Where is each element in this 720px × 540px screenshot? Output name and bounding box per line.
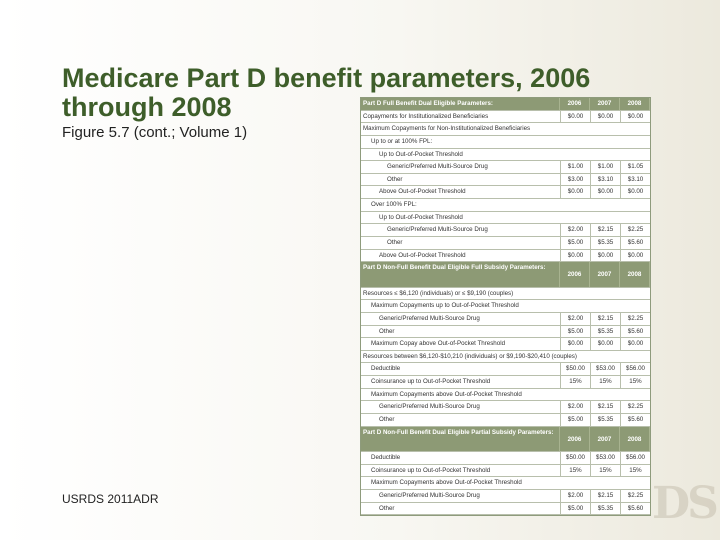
- row-value: 2007: [590, 427, 620, 451]
- row-value: $0.00: [591, 338, 621, 350]
- row-label: Generic/Preferred Multi-Source Drug: [361, 224, 561, 236]
- row-label: Generic/Preferred Multi-Source Drug: [361, 401, 561, 413]
- table-row: [361, 300, 650, 313]
- row-label: Maximum Copayments for Non-Institutionalized Beneficiaries: [363, 125, 531, 133]
- row-value: $2.25: [627, 403, 644, 411]
- row-value: 15%: [561, 465, 591, 477]
- row-label: Maximum Copayments above Out-of-Pocket Threshold: [371, 390, 522, 398]
- row-value: $50.00: [561, 363, 591, 375]
- table-row: [361, 490, 650, 503]
- row-value: $5.60: [627, 416, 644, 424]
- row-label: Deductible: [361, 363, 561, 375]
- row-label: Maximum Copayments up to Out-of-Pocket Threshold: [371, 302, 519, 310]
- table-row: [361, 363, 650, 376]
- row-value: $0.00: [561, 186, 591, 198]
- row-value: 2006: [560, 427, 590, 451]
- row-value: $0.00: [591, 111, 621, 123]
- row-value: $5.35: [591, 414, 621, 426]
- row-label: Other: [361, 326, 561, 338]
- row-value: $1.00: [561, 161, 591, 173]
- table-row: [361, 465, 650, 478]
- row-value: 15%: [591, 465, 621, 477]
- table-row: [361, 326, 650, 339]
- table-row: [361, 452, 650, 465]
- table-section-header: [361, 427, 650, 452]
- row-value: $5.00: [561, 326, 591, 338]
- table-row: [361, 477, 650, 490]
- row-value: 15%: [629, 466, 642, 474]
- table-row: [361, 186, 650, 199]
- table-row: [361, 351, 650, 364]
- row-value: $0.00: [561, 250, 591, 262]
- row-label: Other: [361, 174, 561, 186]
- table-row: [361, 389, 650, 402]
- row-value: $2.00: [561, 313, 591, 325]
- row-value: $56.00: [626, 453, 645, 461]
- row-label: Maximum Copay above Out-of-Pocket Threshold: [361, 338, 561, 350]
- row-label: Other: [361, 503, 561, 515]
- row-label: Other: [361, 414, 561, 426]
- row-value: $5.60: [627, 327, 644, 335]
- table-row: [361, 174, 650, 187]
- row-value: $2.15: [591, 313, 621, 325]
- row-label: Generic/Preferred Multi-Source Drug: [361, 161, 561, 173]
- row-value: 2008: [620, 98, 650, 110]
- row-label: Maximum Copayments above Out-of-Pocket Threshold: [371, 479, 522, 487]
- row-label: Deductible: [361, 452, 561, 464]
- table-row: [361, 288, 650, 301]
- row-value: 2007: [590, 262, 620, 286]
- slide-footer: USRDS 2011ADR: [62, 492, 159, 506]
- row-value: $3.10: [627, 175, 644, 183]
- row-label: Coinsurance up to Out-of-Pocket Threshold: [361, 465, 561, 477]
- row-label: Copayments for Institutionalized Beneficiaries: [361, 111, 561, 123]
- row-value: $5.35: [591, 503, 621, 515]
- row-value: $0.00: [561, 338, 591, 350]
- row-value: 2006: [560, 262, 590, 286]
- row-value: $1.00: [591, 161, 621, 173]
- row-value: 2007: [590, 98, 620, 110]
- slide-title: Medicare Part D benefit parameters, 2006 through 2008: [62, 63, 591, 122]
- row-value: $0.00: [627, 112, 644, 120]
- row-label: Above Out-of-Pocket Threshold: [361, 186, 561, 198]
- row-value: $5.35: [591, 237, 621, 249]
- row-value: $53.00: [591, 452, 621, 464]
- table-row: [361, 136, 650, 149]
- table-row: [361, 503, 650, 516]
- row-value: $0.00: [591, 250, 621, 262]
- row-label: Up to Out-of-Pocket Threshold: [379, 213, 463, 221]
- table-row: [361, 199, 650, 212]
- table-row: [361, 224, 650, 237]
- row-value: $5.00: [561, 503, 591, 515]
- row-label: Generic/Preferred Multi-Source Drug: [361, 313, 561, 325]
- table-row: [361, 313, 650, 326]
- row-value: $0.00: [627, 188, 644, 196]
- row-value: $0.00: [591, 186, 621, 198]
- row-value: $5.00: [561, 237, 591, 249]
- row-value: $5.00: [561, 414, 591, 426]
- table-row: [361, 161, 650, 174]
- row-label: Up to Out-of-Pocket Threshold: [379, 150, 463, 158]
- row-value: $53.00: [591, 363, 621, 375]
- parameters-table: [360, 97, 651, 516]
- row-label: Part D Full Benefit Dual Eligible Parameters:: [361, 98, 560, 110]
- table-row: [361, 111, 650, 124]
- row-value: $3.00: [561, 174, 591, 186]
- row-value: $2.00: [561, 490, 591, 502]
- row-label: Coinsurance up to Out-of-Pocket Threshold: [361, 376, 561, 388]
- row-label: Over 100% FPL:: [371, 201, 417, 209]
- row-value: $1.05: [627, 163, 644, 171]
- table-row: [361, 212, 650, 225]
- table-row: [361, 401, 650, 414]
- row-value: $5.60: [627, 504, 644, 512]
- row-value: $2.15: [591, 401, 621, 413]
- row-value: 15%: [561, 376, 591, 388]
- row-value: $5.60: [627, 239, 644, 247]
- row-label: Part D Non-Full Benefit Dual Eligible Partial Subsidy Parameters:: [361, 427, 560, 451]
- row-value: $5.35: [591, 326, 621, 338]
- row-value: $0.00: [561, 111, 591, 123]
- row-value: $0.00: [627, 251, 644, 259]
- row-value: $56.00: [626, 365, 645, 373]
- row-value: $2.00: [561, 224, 591, 236]
- row-label: Resources between $6,120-$10,210 (individuals) or $9,190-$20,410 (couples): [363, 352, 577, 360]
- row-value: $2.25: [627, 314, 644, 322]
- row-value: $2.15: [591, 224, 621, 236]
- table-row: [361, 376, 650, 389]
- row-value: $2.00: [561, 401, 591, 413]
- table-row: [361, 237, 650, 250]
- row-value: $0.00: [627, 340, 644, 348]
- row-label: Above Out-of-Pocket Threshold: [361, 250, 561, 262]
- row-value: $2.15: [591, 490, 621, 502]
- row-value: 2008: [620, 262, 650, 286]
- row-value: $50.00: [561, 452, 591, 464]
- row-label: Resources ≤ $6,120 (individuals) or ≤ $9,190 (couples): [363, 289, 514, 297]
- table-row: [361, 123, 650, 136]
- row-label: Part D Non-Full Benefit Dual Eligible Full Subsidy Parameters:: [361, 262, 560, 286]
- table-row: [361, 338, 650, 351]
- row-value: $3.10: [591, 174, 621, 186]
- table-row: [361, 250, 650, 263]
- slide-subtitle: Figure 5.7 (cont.; Volume 1): [62, 124, 248, 141]
- row-label: Other: [361, 237, 561, 249]
- row-label: Up to or at 100% FPL:: [371, 137, 433, 145]
- row-value: $2.25: [627, 491, 644, 499]
- row-label: Generic/Preferred Multi-Source Drug: [361, 490, 561, 502]
- row-value: 15%: [629, 378, 642, 386]
- row-value: 2006: [560, 98, 590, 110]
- table-section-header: [361, 262, 650, 287]
- row-value: 2008: [620, 427, 650, 451]
- logo-watermark: DS: [652, 478, 716, 529]
- table-row: [361, 149, 650, 162]
- row-value: $2.25: [627, 226, 644, 234]
- table-section-header: [361, 98, 650, 111]
- table-row: [361, 414, 650, 427]
- row-value: 15%: [591, 376, 621, 388]
